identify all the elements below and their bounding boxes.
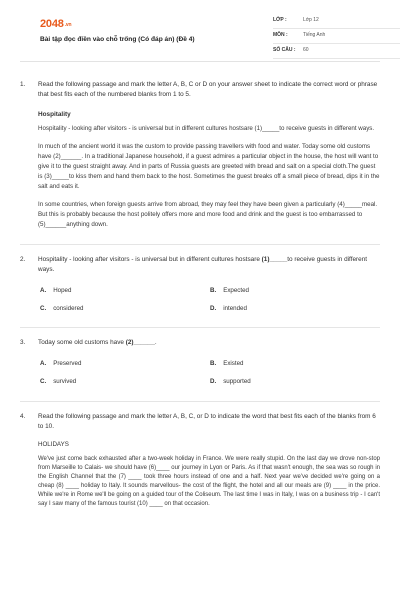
question-body: [38, 80, 380, 238]
divider: [20, 327, 380, 328]
option-text: Preserved: [53, 360, 82, 368]
question-text: [38, 255, 380, 275]
option-d[interactable]: [210, 377, 380, 386]
question-text-after: .: [154, 339, 157, 347]
divider: [20, 401, 380, 402]
question-text-before: Today some old customs have: [38, 339, 126, 347]
option-letter: A.: [40, 360, 47, 368]
question-text-after: to receive guests in different ways.: [38, 255, 368, 273]
question-text-before: Hospitality - looking after visitors - is universal but in different cultures hostsare: [38, 255, 262, 263]
option-text: considered: [53, 304, 84, 312]
option-text: supported: [223, 378, 251, 386]
question-text: [38, 338, 380, 348]
option-a[interactable]: [40, 286, 210, 295]
document-header: [20, 0, 380, 62]
question-blank: (1)_____: [261, 255, 288, 263]
logo-text: 2048: [40, 18, 64, 30]
option-text: intended: [223, 304, 247, 312]
site-logo[interactable]: [40, 16, 71, 33]
meta-key: SỐ CÂU :: [273, 47, 296, 54]
question-2: [20, 255, 380, 321]
meta-value: 60: [303, 47, 309, 54]
option-letter: C.: [40, 378, 47, 386]
option-text: Hoped: [53, 286, 72, 294]
passage-paragraph: In much of the ancient world it was the custom to provide passing travellers with food and water. Today some old customs have (2)______. In a traditional Japanese household, if a guest admires a particular object in the house, the host will want to give it to the guest straight away. And in parts of Russia guests are greeted with bread and salt on a special cloth.The guest is (3)_____to kiss them and hand them back to the host. Sometimes the guest breaks off a small piece of bread, dips it in the salt and eats it.: [38, 143, 380, 191]
question-number: 4.: [20, 412, 26, 420]
logo-tld: .vn: [64, 22, 72, 28]
option-a[interactable]: [40, 359, 210, 368]
questions-content: [20, 80, 380, 524]
question-number: 2.: [20, 255, 26, 263]
option-text: Expected: [223, 286, 249, 294]
passage-title: HOLIDAYS: [38, 440, 69, 448]
question-body: [38, 412, 380, 518]
option-letter: D.: [210, 378, 217, 386]
meta-row-count: [273, 44, 400, 59]
option-letter: C.: [40, 304, 47, 312]
meta-value: Lớp 12: [303, 17, 319, 24]
question-blank: (2)______: [125, 339, 155, 347]
meta-row-class: [273, 14, 400, 29]
answer-options: [38, 359, 380, 387]
question-number: 1.: [20, 81, 26, 88]
passage-paragraph: Hospitality - looking after visitors - is universal but in different cultures hostsare (1)_____to receive guests in different ways.: [38, 125, 375, 133]
passage-paragraph: In some countries, when foreign guests arrive from abroad, they may feel they have been given a particularly (4)_____meal. But this is probably because the host politely offers more and more food and drink and the guest is too embarrassed to (5)______anything down.: [38, 200, 378, 228]
passage-title: Hospitality: [38, 110, 71, 118]
option-letter: B.: [210, 360, 217, 368]
option-c[interactable]: [40, 304, 210, 313]
passage-paragraph: We've just come back exhausted after a two-week holiday in France. We were really stupid. On the last day we drove non-stop from Marseille to Calais- we should have (6)____ our journey in Lyon or Paris. As if that wasn't enough, the sea was so rough in the English Channel that the (7) ____ took three hours instead of one and a half. Next year we've decided we're going on a cheap (8) ____ holiday to Italy. It sounds marvellous- the cost of the flight, the hotel and all our meals are (9) ____ in the price. While we're in Rome we'll be going on a guided tour of the Coliseum. The last time I was in Italy, I was on a business trip - I can't say I saw many of the famous tourist (10) ____ on that occasion.: [38, 455, 380, 508]
question-3: [20, 338, 380, 395]
option-b[interactable]: [210, 286, 380, 295]
question-instruction: Read the following passage and mark the letter A, B, C or D on your answer sheet to indicate the correct word or phrase that best fits each of the numbered blanks from 1 to 5.: [38, 81, 378, 98]
option-d[interactable]: [210, 304, 380, 313]
answer-options: [38, 286, 380, 314]
question-body: [38, 255, 380, 321]
meta-key: MÔN :: [273, 32, 288, 39]
option-letter: A.: [40, 286, 47, 294]
option-b[interactable]: [210, 359, 380, 368]
option-letter: B.: [210, 286, 217, 294]
option-c[interactable]: [40, 377, 210, 386]
question-body: [38, 338, 380, 395]
meta-key: LỚP :: [273, 17, 287, 24]
meta-value: Tiếng Anh: [303, 32, 326, 39]
page-title: Bài tập đọc điền vào chỗ trống (Có đáp án) (Đề 4): [40, 36, 195, 43]
divider: [20, 244, 380, 245]
question-number: 3.: [20, 339, 26, 347]
option-letter: D.: [210, 304, 217, 312]
option-text: Existed: [223, 360, 244, 368]
question-4: [20, 412, 380, 518]
meta-row-subject: [273, 29, 400, 44]
meta-table: [273, 14, 400, 59]
option-text: survived: [53, 378, 77, 386]
question-instruction: Read the following passage and mark the letter A, B, C, or D to indicate the word that best fits each of the blanks from 6 to 10.: [38, 412, 376, 430]
question-1: [20, 80, 380, 238]
